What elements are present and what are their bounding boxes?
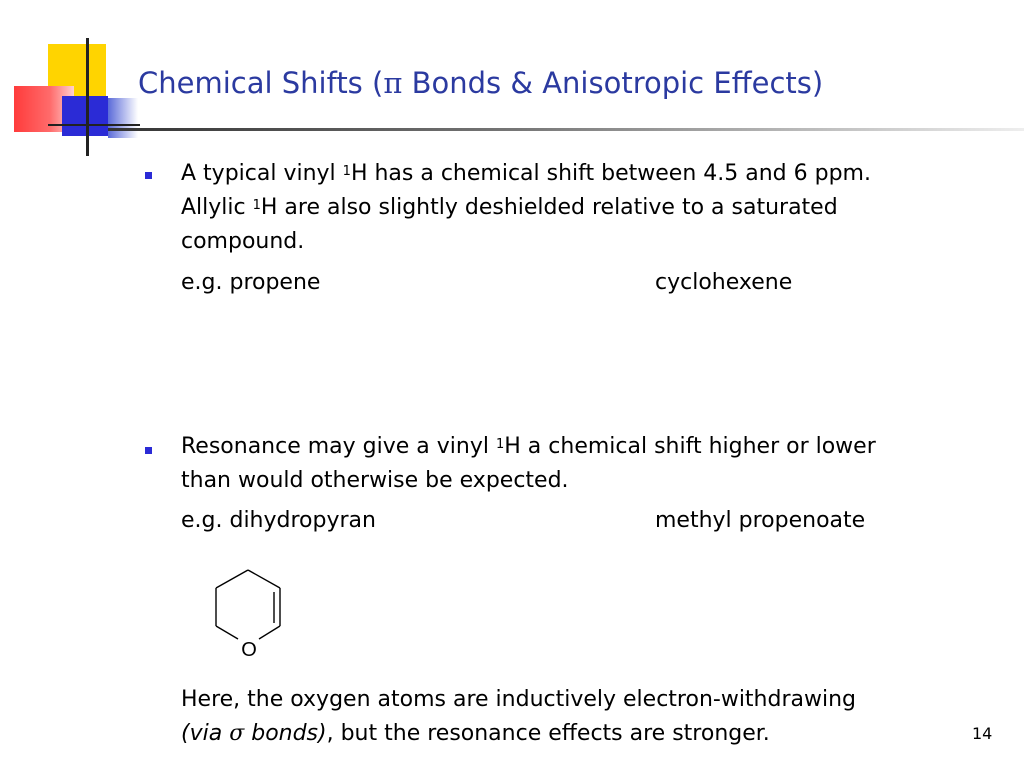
logo-horizontal-line	[48, 124, 140, 126]
logo-vertical-line	[86, 38, 89, 156]
title-text-start: Chemical Shifts (	[138, 66, 384, 100]
logo-blue-square	[62, 96, 108, 136]
pi-symbol: π	[383, 66, 403, 100]
slide-title	[138, 66, 823, 100]
slide-logo	[0, 0, 140, 160]
page-number: 14	[972, 724, 993, 743]
bullet-1-line-1: A typical vinyl $^1$H has a chemical shift between 4.5 and 6 ppm.	[181, 161, 871, 186]
bullet-2-text	[181, 430, 876, 498]
bullet-2-line-2: than would otherwise be expected.	[181, 468, 569, 493]
bullet-marker-1	[145, 172, 152, 179]
bullet-1-line-3: compound.	[181, 229, 305, 254]
example-methyl-propenoate: methyl propenoate	[655, 508, 866, 533]
bond-o-c2	[216, 626, 238, 639]
bullet-1-line-2: Allylic $^1$H are also slightly deshielded relative to a saturated	[181, 195, 838, 220]
closing-text	[181, 683, 856, 751]
title-underline	[108, 128, 1024, 131]
logo-blue-fade	[108, 98, 138, 138]
bond-c3-c4b	[216, 570, 248, 588]
closing-line-1: Here, the oxygen atoms are inductively electron-withdrawing	[181, 687, 857, 712]
bond-c6-o	[259, 626, 280, 639]
title-text-end: Bonds & Anisotropic Effects)	[402, 66, 824, 100]
bullet-1-text	[181, 157, 871, 259]
bullet-marker-2	[145, 447, 152, 454]
closing-line-2: (via σ bonds), but the resonance effects are stronger.	[181, 721, 770, 746]
dihydropyran-structure	[200, 566, 300, 666]
example-propene: e.g. propene	[181, 270, 321, 295]
example-dihydropyran: e.g. dihydropyran	[181, 508, 376, 533]
oxygen-atom-label: O	[241, 639, 257, 661]
bond-c3-c4	[248, 570, 280, 588]
example-cyclohexene: cyclohexene	[655, 270, 793, 295]
bullet-2-line-1: Resonance may give a vinyl $^1$H a chemical shift higher or lower	[181, 434, 876, 459]
